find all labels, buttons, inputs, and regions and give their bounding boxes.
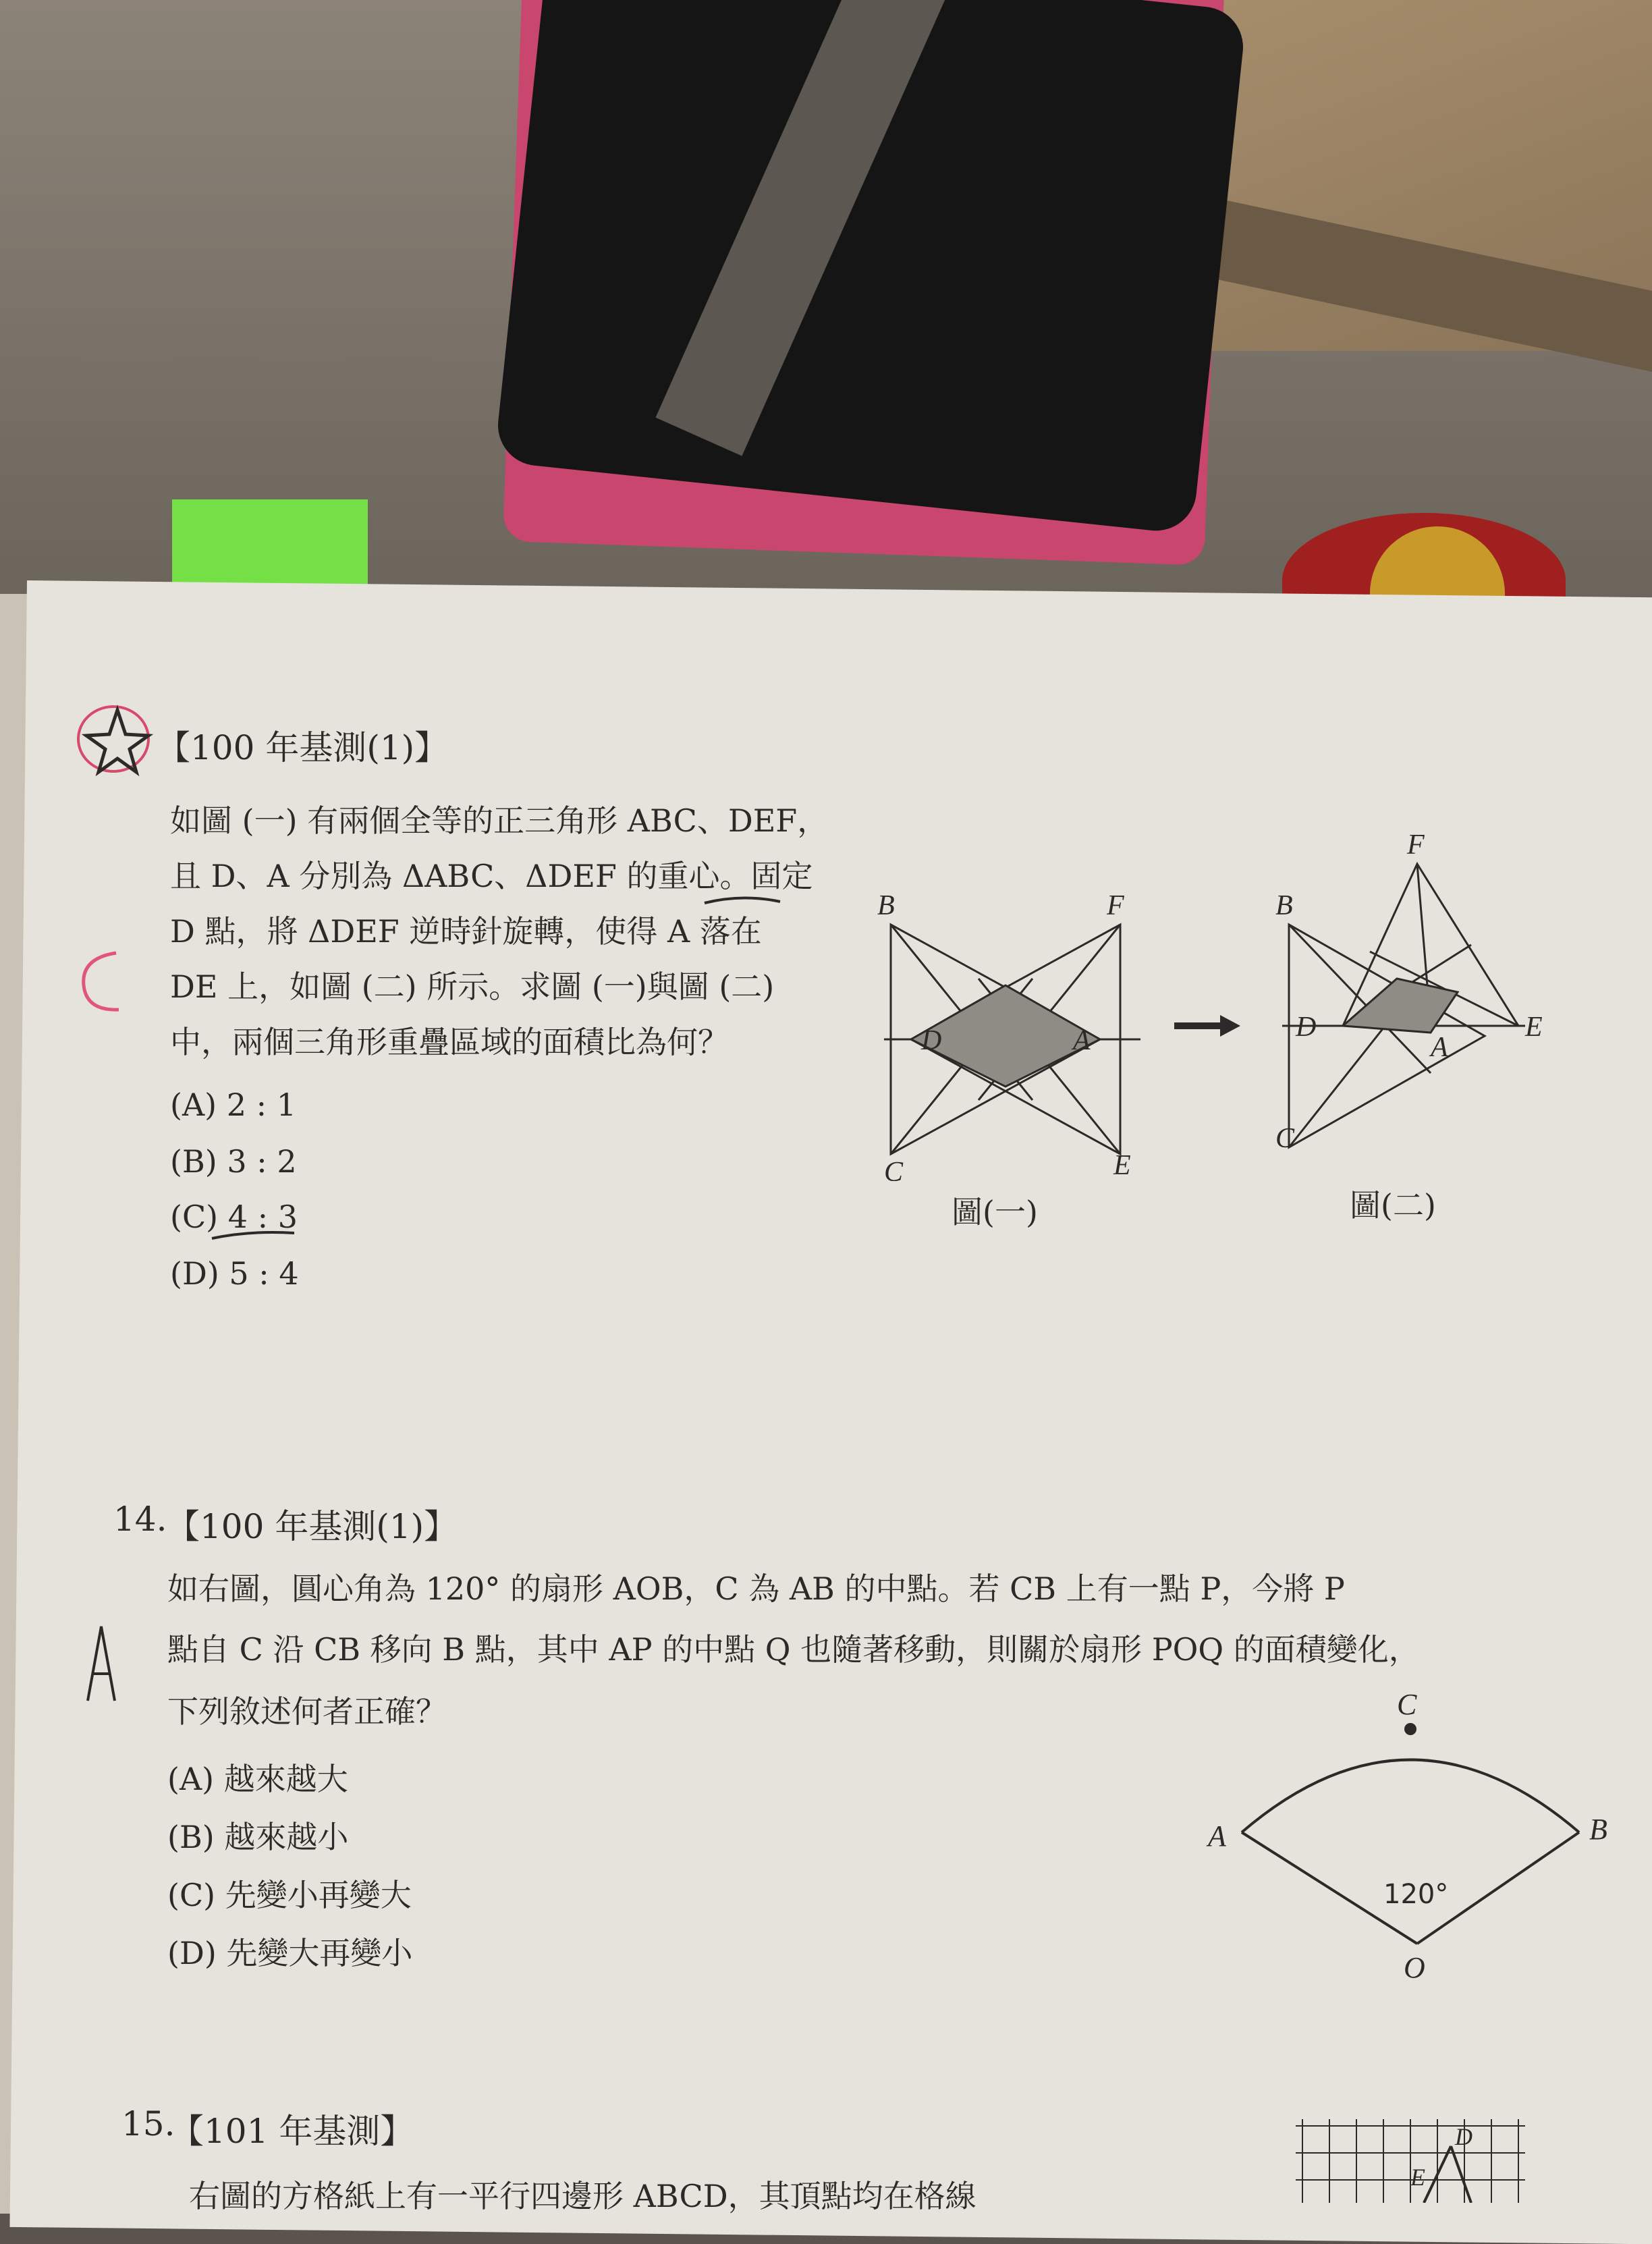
fig1-label-e: E <box>1113 1150 1131 1181</box>
sector-angle-label: 120° <box>1383 1879 1449 1910</box>
q13-option-d: (D) 5 : 4 <box>170 1255 299 1292</box>
fig2-caption: 圖(二) <box>1350 1187 1436 1224</box>
fig2-label-c: C <box>1275 1123 1295 1154</box>
svg-text:C: C <box>74 945 75 946</box>
underline-mark-answer <box>209 1225 297 1245</box>
fig2-label-e: E <box>1525 1012 1543 1043</box>
q13-line-3: D 點，將 ΔDEF 逆時針旋轉，使得 A 落在 <box>170 913 762 950</box>
q14-option-d: (D) 先變大再變小 <box>167 1935 413 1971</box>
q15-line-1: 右圖的方格紙上有一平行四邊形 ABCD，其頂點均在格線 <box>189 2178 976 2214</box>
sector-label-c: C <box>1397 1688 1417 1721</box>
q14-line-1: 如右圖，圓心角為 120° 的扇形 AOB，C 為 AB 的中點。若 CB 上有一點 P，今將 P <box>167 1570 1345 1607</box>
fig2-label-a: A <box>1431 1032 1448 1063</box>
q13-option-c: (C) 4 : 3 <box>170 1199 298 1235</box>
star-icon <box>73 702 154 776</box>
q14-number: 14. <box>113 1500 167 1539</box>
q13-option-a: (A) 2 : 1 <box>170 1087 297 1123</box>
figure-2 <box>1255 830 1552 1154</box>
q13-line-4: DE 上，如圖 (二) 所示。求圖 (一)與圖 (二) <box>170 968 775 1005</box>
grid-label-d: D <box>1455 2123 1472 2150</box>
q14-option-a: (A) 越來越大 <box>167 1761 348 1797</box>
grid-paper-figure <box>1296 2119 1525 2203</box>
fig1-label-d: D <box>921 1025 942 1056</box>
underline-mark <box>702 891 783 911</box>
q13-source: 【100 年基測(1)】 <box>157 728 449 767</box>
q14-option-b: (B) 越來越小 <box>167 1819 349 1855</box>
fig1-label-a: A <box>1073 1025 1091 1056</box>
q14-option-c: (C) 先變小再變大 <box>167 1877 412 1913</box>
sector-label-o: O <box>1404 1951 1425 1984</box>
q14-line-2: 點自 C 沿 CB 移向 B 點，其中 AP 的中點 Q 也隨著移動，則關於扇形 POQ 的面積變化， <box>167 1631 1420 1668</box>
handwritten-c-mark <box>74 945 128 1019</box>
fig1-caption: 圖(一) <box>952 1194 1038 1230</box>
q14-line-3: 下列敘述何者正確？ <box>167 1693 447 1730</box>
q13-line-2: 且 D、A 分別為 ΔABC、ΔDEF 的重心。固定 <box>170 858 813 894</box>
grid-label-e: E <box>1410 2164 1425 2191</box>
fig1-label-f: F <box>1107 890 1124 921</box>
q13-line-5: 中，兩個三角形重疊區域的面積比為何？ <box>170 1024 729 1060</box>
fig1-label-b: B <box>877 890 895 921</box>
fig2-label-b: B <box>1275 890 1293 921</box>
fig2-label-f: F <box>1407 830 1425 860</box>
q15-source: 【101 年基測】 <box>170 2112 414 2151</box>
arrow-right-icon <box>1174 1012 1242 1039</box>
q14-source: 【100 年基測(1)】 <box>166 1507 458 1546</box>
sector-label-a: A <box>1208 1819 1226 1853</box>
fig2-label-d: D <box>1296 1012 1317 1043</box>
q15-number: 15. <box>121 2104 175 2143</box>
q13-option-b: (B) 3 : 2 <box>170 1143 297 1180</box>
sector-label-b: B <box>1589 1813 1607 1846</box>
fig1-label-c: C <box>884 1157 904 1181</box>
handwritten-a-mark <box>81 1620 128 1707</box>
q13-line-1: 如圖 (一) 有兩個全等的正三角形 ABC、DEF， <box>170 802 829 839</box>
figure-1 <box>857 884 1181 1181</box>
sector-figure <box>1201 1660 1633 1984</box>
